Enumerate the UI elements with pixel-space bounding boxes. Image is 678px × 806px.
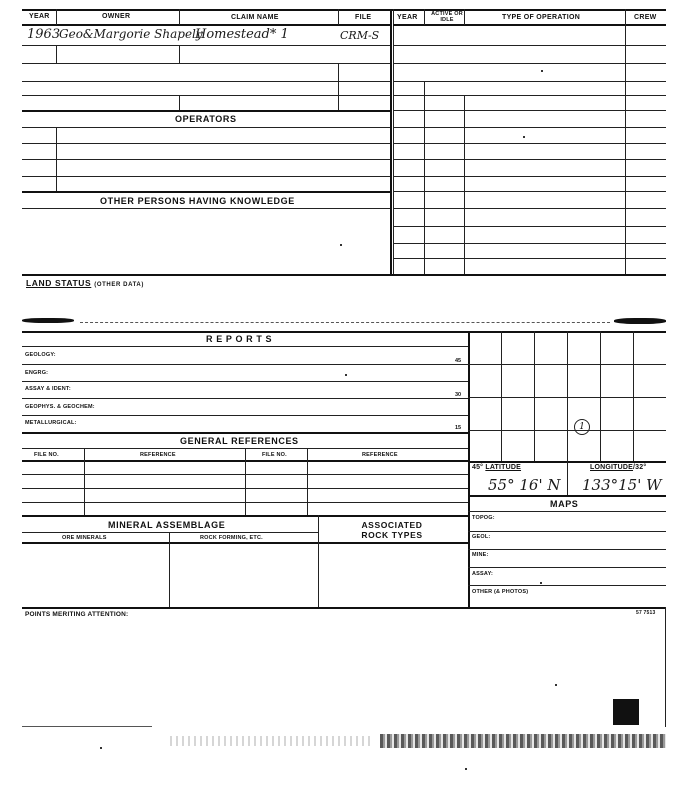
ops-row-rule (393, 243, 666, 244)
grid-col (567, 331, 568, 461)
col-divider (424, 9, 425, 25)
operations-left-border (390, 9, 392, 275)
reports-bottom-rule (22, 432, 468, 434)
col-divider (318, 515, 319, 607)
longitude-value: 133°15' W (582, 476, 662, 494)
mineral-assemblage-title: MINERAL ASSEMBLAGE (108, 520, 226, 530)
mineral-rule (22, 532, 318, 533)
general-references-title: GENERAL REFERENCES (180, 436, 299, 446)
scan-speck (100, 747, 102, 749)
reports-rule (22, 381, 468, 382)
claims-header-claim-name: CLAIM NAME (231, 14, 279, 21)
land-status-title (26, 278, 144, 288)
points-meriting-attention: POINTS MERITING ATTENTION: (25, 611, 129, 618)
col-divider (179, 45, 180, 63)
col-divider (169, 532, 170, 607)
punch-mark-left (22, 318, 74, 323)
operators-bottom-rule (22, 191, 390, 193)
claim-file: CRM-S (340, 29, 380, 42)
scan-speck (540, 582, 542, 584)
ops-row-rule (393, 143, 666, 144)
claims-header-year: YEAR (29, 13, 50, 20)
grid-col (501, 331, 502, 461)
ops-row-rule (393, 208, 666, 209)
claims-row-rule (22, 95, 390, 96)
scan-black-block (613, 699, 639, 725)
ops-row-rule (393, 191, 666, 192)
maps-rule (468, 585, 666, 586)
maps-rule (468, 567, 666, 568)
claim-year: 1963 (27, 27, 61, 42)
operators-rule (22, 176, 390, 177)
latitude-value: 55° 16' N (488, 476, 561, 494)
scan-bottom-line (22, 726, 152, 727)
grid-circled-mark: 1 (574, 419, 590, 435)
long-suffix: /32° (633, 464, 647, 471)
ops-row-rule (393, 176, 666, 177)
col-divider (338, 63, 339, 110)
maps-rule (468, 531, 666, 532)
col-divider (464, 9, 465, 25)
right-border (665, 607, 666, 727)
other-persons-rule (22, 208, 390, 209)
operators-rule (22, 159, 390, 160)
ref-reference-2: REFERENCE (362, 452, 398, 458)
maps-geol: GEOL: (472, 534, 491, 540)
ops-header-year: YEAR (397, 14, 418, 21)
ops-row-rule (393, 63, 666, 64)
maps-other: OTHER (& PHOTOS) (472, 589, 529, 595)
col-divider (338, 9, 339, 25)
claims-row-rule (22, 81, 390, 82)
operations-left-border-inner (393, 9, 394, 275)
grid-row (468, 397, 666, 398)
land-status-sub: (OTHER DATA) (94, 282, 144, 288)
maps-rule (468, 511, 666, 512)
col-divider (56, 127, 57, 191)
ops-row-rule (393, 258, 666, 259)
scan-noise-band-light (170, 736, 370, 746)
reports-rule (22, 398, 468, 399)
claims-row-rule (22, 45, 390, 46)
scan-speck (541, 70, 543, 72)
grid-row (468, 364, 666, 365)
col-divider (245, 448, 246, 515)
ops-row-rule (393, 81, 666, 82)
top-border (22, 9, 666, 11)
scan-speck (523, 136, 525, 138)
claims-header-owner: OWNER (102, 13, 131, 20)
col-divider (625, 9, 626, 275)
longitude-label: LONGITUDE (590, 464, 634, 471)
report-num-45: 45 (455, 358, 462, 364)
grid-col (633, 331, 634, 461)
mid-block-bottom-rule (22, 607, 666, 609)
ops-header-crew: CREW (634, 14, 657, 21)
report-num-15: 15 (455, 425, 462, 431)
ops-row-rule (393, 226, 666, 227)
lat-prefix: 45° (472, 464, 484, 471)
ref-file-no-1: FILE NO. (34, 452, 59, 458)
col-divider (464, 95, 465, 275)
reports-top-rule (22, 331, 666, 333)
claim-name: Homestead* 1 (195, 27, 289, 42)
scan-noise-band (380, 734, 666, 748)
report-engrg: ENGRG: (25, 370, 49, 376)
lat-long-bottom-rule (468, 495, 666, 497)
reports-rule (22, 364, 468, 365)
ref-reference-1: REFERENCE (140, 452, 176, 458)
grid-col (600, 331, 601, 461)
land-status-label: LAND STATUS (26, 278, 92, 288)
operators-rule (22, 143, 390, 144)
ops-row-rule (393, 159, 666, 160)
report-metallurgical: METALLURGICAL: (25, 420, 77, 426)
form-code: 57 7513 (636, 610, 656, 616)
scan-speck (465, 768, 467, 770)
col-divider (56, 45, 57, 63)
report-geophys: GEOPHYS. & GEOCHEM: (25, 404, 95, 410)
scan-speck (555, 684, 557, 686)
col-divider (307, 448, 308, 515)
claims-header-file: FILE (355, 14, 372, 21)
maps-title: MAPS (550, 499, 579, 509)
operators-rule (22, 127, 390, 128)
col-divider (179, 95, 180, 110)
latitude-label: LATITUDE (485, 464, 522, 471)
other-persons-title: OTHER PERSONS HAVING KNOWLEDGE (100, 196, 295, 206)
punch-mark-right (614, 318, 666, 324)
ref-file-no-2: FILE NO. (262, 452, 287, 458)
maps-mine: MINE: (472, 552, 489, 558)
grid-col (534, 331, 535, 461)
col-divider (179, 9, 180, 25)
lat-label-row (472, 464, 521, 471)
report-geology: GEOLOGY: (25, 352, 56, 358)
lat-long-divider (567, 461, 568, 495)
associated-rock-types-title: ASSOCIATED ROCK TYPES (361, 520, 423, 540)
claims-bottom-rule (22, 110, 390, 112)
rock-forming-label: ROCK FORMING, ETC. (200, 535, 263, 541)
mineral-header-rule (22, 542, 468, 544)
maps-topog: TOPOG: (472, 515, 495, 521)
ops-row-rule (393, 45, 666, 46)
scan-speck (345, 374, 347, 376)
reports-rule (22, 415, 468, 416)
reports-rule (22, 346, 468, 347)
col-divider (56, 9, 57, 25)
scan-speck (340, 244, 342, 246)
operators-title: OPERATORS (175, 114, 237, 124)
col-divider (84, 448, 85, 515)
top-block-bottom-rule (22, 274, 666, 276)
long-label-row (590, 464, 646, 471)
ops-row-rule (393, 110, 666, 111)
ops-header-active-idle: ACTIVE OR IDLE (431, 11, 463, 23)
ops-row-rule (393, 95, 666, 96)
claims-header-rule (22, 24, 390, 26)
claim-owner: Geo&Margorie Shapely (59, 27, 203, 41)
maps-rule (468, 549, 666, 550)
tear-line (80, 322, 610, 323)
claims-row-rule (22, 63, 390, 64)
maps-assay: ASSAY: (472, 571, 494, 577)
grid-left-border (468, 331, 470, 607)
report-assay: ASSAY & IDENT: (25, 386, 71, 392)
ops-header-type: TYPE OF OPERATION (502, 14, 581, 21)
reports-title: R E P O R T S (206, 334, 273, 344)
refs-bottom-rule (22, 515, 468, 517)
grid-row (468, 430, 666, 431)
report-num-30: 30 (455, 392, 462, 398)
ore-minerals-label: ORE MINERALS (62, 535, 107, 541)
ops-row-rule (393, 127, 666, 128)
